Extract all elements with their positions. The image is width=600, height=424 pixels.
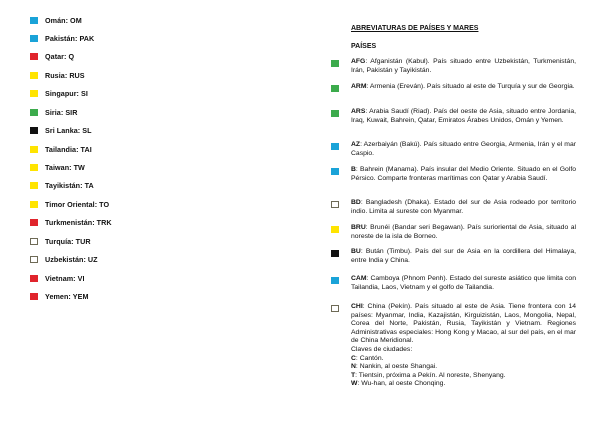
country-code: BU xyxy=(351,248,361,255)
color-swatch xyxy=(30,219,38,226)
legend-label: Taiwan: TW xyxy=(45,163,85,172)
legend-label: Vietnam: VI xyxy=(45,273,85,283)
color-swatch xyxy=(30,182,38,189)
legend-item xyxy=(30,32,300,44)
city-code: T xyxy=(351,371,356,379)
country-code: CAM xyxy=(351,275,367,282)
country-code: BRU xyxy=(351,224,366,231)
legend-label: Yemen: YEM xyxy=(45,292,89,302)
entry-text xyxy=(351,58,576,75)
legend-item xyxy=(30,143,300,155)
legend-item xyxy=(30,88,300,100)
legend-item xyxy=(30,254,300,266)
color-swatch xyxy=(30,146,38,153)
legend-item xyxy=(30,106,300,118)
country-entry xyxy=(331,141,576,158)
country-code: ARS xyxy=(351,108,366,115)
color-swatch xyxy=(331,168,339,175)
color-swatch xyxy=(30,35,38,42)
country-entry xyxy=(331,166,576,183)
color-swatch xyxy=(331,143,339,150)
color-swatch xyxy=(331,201,339,208)
color-swatch xyxy=(331,85,339,92)
country-description: : Bangladesh (Dhaka). Estado del sur de Asia rodeado por territorio indio. Limita al sureste con Myanmar. xyxy=(351,199,576,215)
legend-label: Omán: OM xyxy=(45,15,82,25)
legend-item xyxy=(30,180,300,192)
color-swatch xyxy=(331,277,339,284)
country-entry xyxy=(331,303,576,389)
entry-text xyxy=(351,199,576,216)
legend-item xyxy=(30,14,300,26)
color-swatch xyxy=(30,127,38,134)
legend-item xyxy=(30,198,300,210)
entry-text xyxy=(351,224,576,241)
city-code: N xyxy=(351,363,356,371)
country-code: AFG xyxy=(351,58,366,65)
color-swatch xyxy=(331,110,339,117)
legend-label: Qatar: Q xyxy=(45,52,75,62)
legend-label: Uzbekistán: UZ xyxy=(45,255,98,265)
city-key xyxy=(351,363,576,372)
color-swatch xyxy=(30,109,38,116)
color-swatch xyxy=(30,164,38,171)
color-swatch xyxy=(30,201,38,208)
entry-text xyxy=(351,166,576,183)
city-description: : Cantón. xyxy=(355,354,384,362)
color-swatch xyxy=(30,72,38,79)
legend-label: Singapur: SI xyxy=(45,89,88,99)
legend-item xyxy=(30,217,300,229)
entry-text xyxy=(351,275,576,292)
country-description: : Bután (Timbu). País del sur de Asia en la cordillera del Himalaya, entre India y China. xyxy=(351,248,576,264)
country-code: ARM xyxy=(351,83,367,90)
color-swatch xyxy=(331,226,339,233)
country-description: : Camboya (Phnom Penh). Estado del sureste asiático que limita con Tailandia, Laos, Vietnam y el golfo de Tailandia. xyxy=(351,275,576,291)
color-swatch xyxy=(331,250,339,257)
legend-item xyxy=(30,125,300,137)
country-description: : Brunéi (Bandar seri Begawan). País surioriental de Asia, situado al noreste de la isla de Borneo. xyxy=(351,224,576,240)
city-description: : Tientsin, próxima a Pekín. Al noreste, Shenyang. xyxy=(355,371,506,379)
city-description: : Wu-han, al oeste Chonqing. xyxy=(357,380,446,388)
country-description: : Azerbaiyán (Bakú). País situado entre Georgia, Armenia, Irán y el mar Caspio. xyxy=(351,141,576,157)
legend-item xyxy=(30,69,300,81)
entry-text xyxy=(351,248,576,265)
country-code: B xyxy=(351,166,356,173)
entry-text xyxy=(351,303,576,389)
legend-label: Rusia: RUS xyxy=(45,70,85,80)
legend-label: Siria: SIR xyxy=(45,107,78,117)
country-code: CHI xyxy=(351,303,363,310)
legend-label: Tailandia: TAI xyxy=(45,144,92,154)
city-key xyxy=(351,380,576,389)
country-entry xyxy=(331,108,576,125)
legend-list xyxy=(30,14,300,309)
legend-label: Sri Lanka: SL xyxy=(45,126,92,136)
country-description: : Armenia (Ereván). País situado al este de Turquía y sur de Georgia. xyxy=(366,83,575,90)
legend-item xyxy=(30,291,300,303)
color-swatch xyxy=(30,53,38,60)
color-swatch xyxy=(30,238,38,245)
color-swatch xyxy=(331,60,339,67)
country-entry xyxy=(331,248,576,265)
country-entry xyxy=(331,199,576,216)
entry-text xyxy=(351,108,576,125)
legend-item xyxy=(30,235,300,247)
color-swatch xyxy=(30,293,38,300)
country-description: : Arabia Saudí (Riad). País del oeste de Asia, situado entre Jordania, Iraq, Kuwait, Bahrein, Qatar, Emiratos Árabes Unidos, Omán y Yemen. xyxy=(351,108,576,124)
entry-text xyxy=(351,83,576,92)
entry-text xyxy=(351,141,576,158)
country-entry xyxy=(331,224,576,241)
country-description: : China (Pekín). País situado al este de Asia. Tiene frontera con 14 países: Myanmar, India, Kazajistán, Kirguizistán, Laos, Mongolia, Nepal, Corea del Norte, Pakistán, Rusia, Tayikistán y Vietnam. Regiones Administrativas especiales: Hong Kong y Macao, al sur del país, en el mar de China Meridional. xyxy=(351,303,576,345)
country-code: AZ xyxy=(351,141,361,148)
legend-item xyxy=(30,51,300,63)
country-code: BD xyxy=(351,199,361,206)
color-swatch xyxy=(331,305,339,312)
section-title: ABREVIATURAS DE PAÍSES Y MARES xyxy=(351,25,479,32)
country-description: : Afganistán (Kabul). País situado entre Uzbekistán, Turkmenistán, Irán, Pakistán y Tayikistán. xyxy=(351,58,576,74)
legend-label: Turquía: TUR xyxy=(45,236,91,246)
color-swatch xyxy=(30,256,38,263)
legend-label: Pakistán: PAK xyxy=(45,33,95,43)
legend-item xyxy=(30,162,300,174)
country-entry xyxy=(331,275,576,292)
country-entry xyxy=(331,58,576,75)
legend-item xyxy=(30,272,300,284)
color-swatch xyxy=(30,17,38,24)
city-key xyxy=(351,355,576,364)
cities-intro: Claves de ciudades: xyxy=(351,345,413,353)
city-key xyxy=(351,372,576,381)
city-code: C xyxy=(351,354,356,362)
city-description: : Nankin, al oeste Shangai. xyxy=(355,363,438,371)
color-swatch xyxy=(30,90,38,97)
country-description: : Bahrein (Manama). País insular del Medio Oriente. Situado en el Golfo Pérsico. Comparte fronteras marítimas con Qatar y Arabia Saudí. xyxy=(351,166,576,182)
country-entry xyxy=(331,83,576,92)
section-subtitle: PAÍSES xyxy=(351,43,377,50)
legend-label: Tayikistán: TA xyxy=(45,181,94,191)
color-swatch xyxy=(30,275,38,282)
city-code: W xyxy=(351,380,358,388)
legend-label: Timor Oriental: TO xyxy=(45,199,110,209)
legend-label: Turkmenistán: TRK xyxy=(45,218,112,228)
